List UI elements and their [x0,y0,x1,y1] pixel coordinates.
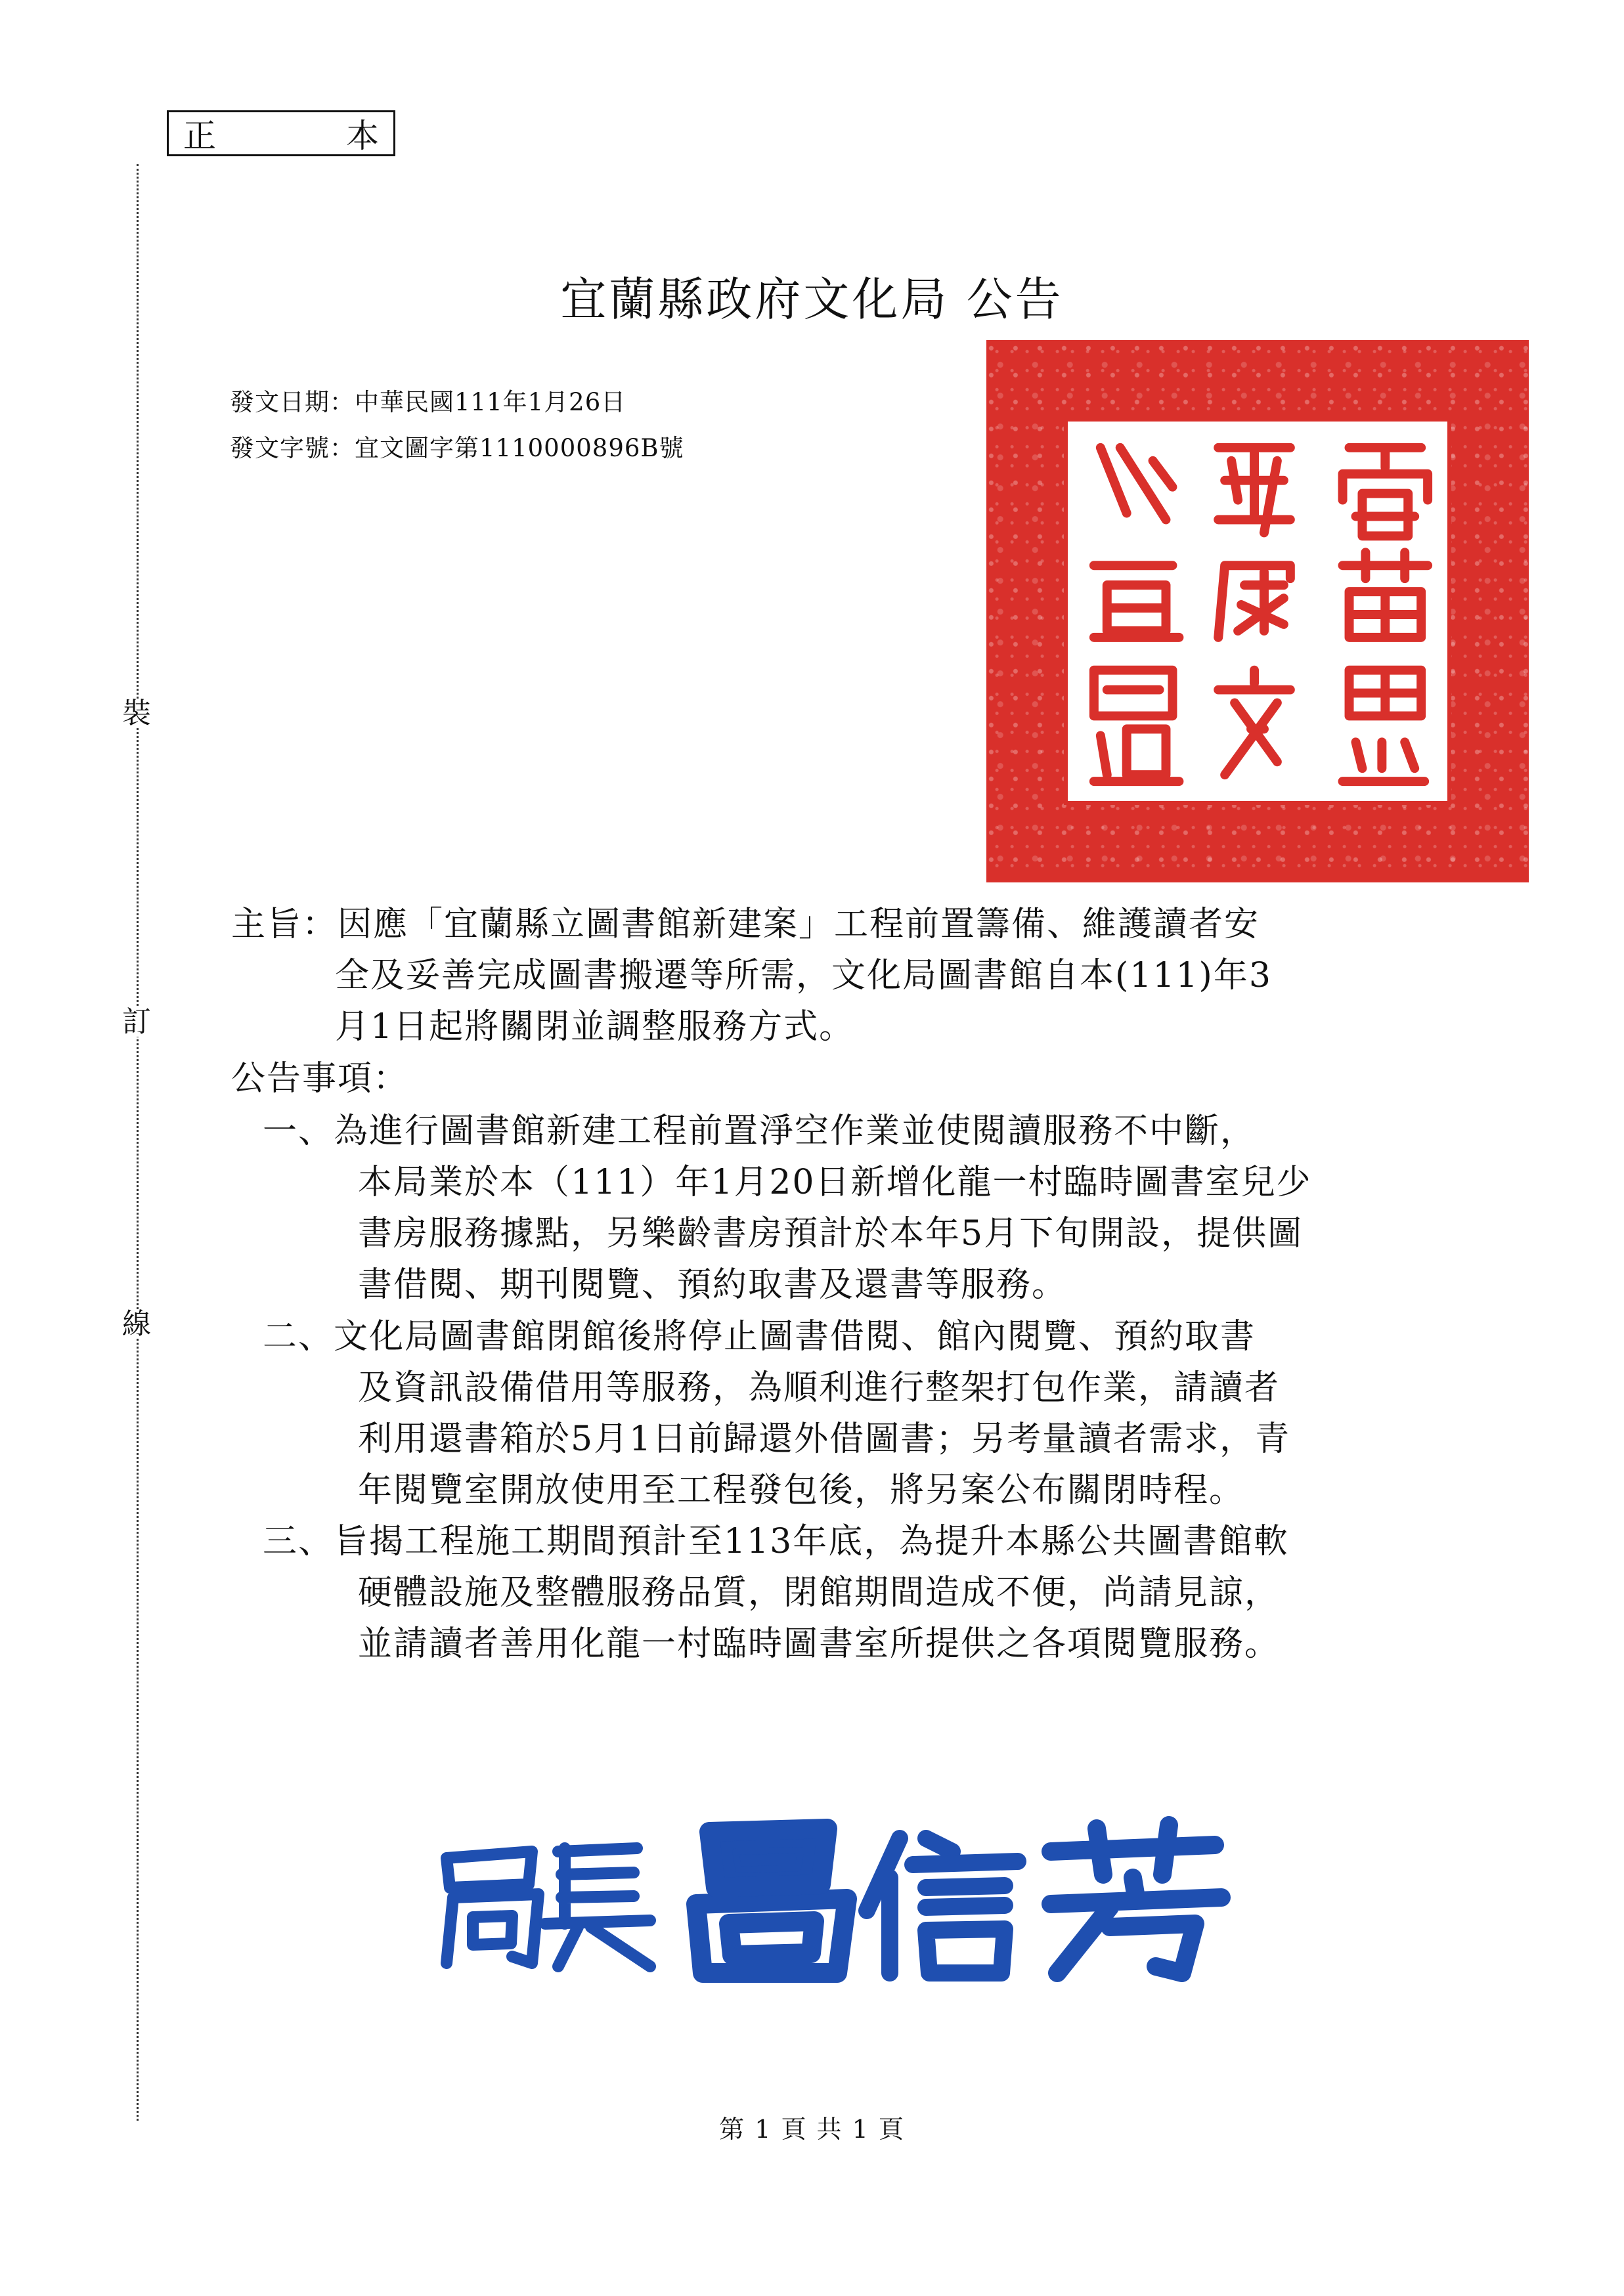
binding-mark-zhuang: 裝 [117,699,156,728]
item-1-line-1: 一、為進行圖書館新建工程前置淨空作業並使閱讀服務不中斷， [263,1112,1256,1151]
item-2-line-4: 年閱覽室開放使用至工程發包後，將另案公布關閉時程。 [358,1471,1245,1510]
signature-glyphs-icon [427,1812,1241,1983]
item-3-line-3: 並請讀者善用化龍一村臨時圖書室所提供之各項閱覽服務。 [358,1624,1281,1664]
item-1-line-2: 本局業於本（111）年1月20日新增化龍一村臨時圖書室兒少 [358,1163,1312,1202]
seal-glyphs-icon [1068,422,1447,801]
subject-line-1: 主旨：因應「宜蘭縣立圖書館新建案」工程前置籌備、維護讀者安 [231,905,1260,944]
issue-date: 發文日期：中華民國111年1月26日 [230,388,626,416]
item-2-line-3: 利用還書箱於5月1日前歸還外借圖書；另考量讀者需求，青 [358,1419,1291,1459]
binding-line [137,164,139,2121]
copy-label-left: 正 [183,117,216,155]
item-3-line-1: 三、旨揭工程施工期間預計至113年底，為提升本縣公共圖書館軟 [263,1522,1290,1561]
subject-line-3: 月1日起將關閉並調整服務方式。 [335,1007,855,1047]
page-number: 第 1 頁 共 1 頁 [719,2115,905,2144]
item-1-line-3: 書房服務據點，另樂齡書房預計於本年5月下旬開設，提供圖 [358,1214,1304,1253]
copy-label-right: 本 [346,117,379,155]
item-2-line-2: 及資訊設備借用等服務，為順利進行整架打包作業，請讀者 [358,1368,1281,1408]
document-title: 宜蘭縣政府文化局 公告 [560,272,1064,326]
item-1-line-4: 書借閱、期刊閱覽、預約取書及還書等服務。 [358,1265,1068,1305]
copy-label-box [167,110,395,156]
items-heading: 公告事項： [231,1059,409,1098]
document-number: 發文字號：宜文圖字第1110000896B號 [230,434,684,462]
director-signature-stamp [427,1812,1241,1983]
official-seal [986,340,1529,882]
subject-line-2: 全及妥善完成圖書搬遷等所需，文化局圖書館自本(111)年3 [335,956,1272,995]
item-3-line-2: 硬體設施及整體服務品質，閉館期間造成不便，尚請見諒， [358,1573,1281,1613]
item-2-line-1: 二、文化局圖書館閉館後將停止圖書借閱、館內閱覽、預約取書 [263,1317,1256,1356]
binding-mark-xian: 線 [117,1310,156,1339]
binding-mark-ding: 訂 [117,1008,156,1037]
